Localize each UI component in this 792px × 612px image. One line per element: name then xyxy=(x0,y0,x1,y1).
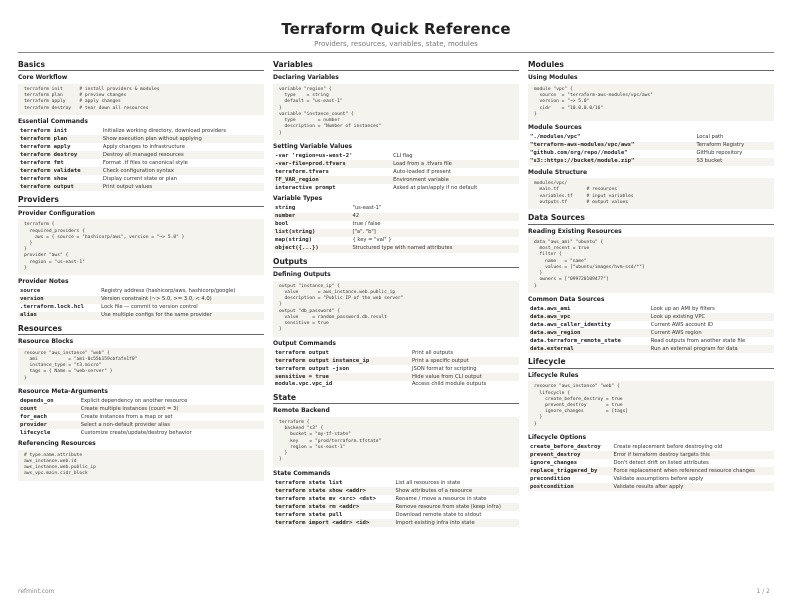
table-key: bool xyxy=(275,221,289,228)
table-row xyxy=(18,429,264,437)
table-key: terraform state mv <src> <dst> xyxy=(275,495,377,502)
reference-table xyxy=(273,349,519,389)
table-key: lifecycle xyxy=(20,429,51,436)
table-key: data.aws_region xyxy=(530,329,581,336)
table-description: Print output values xyxy=(102,183,153,190)
table-row xyxy=(528,313,774,321)
code-block: modules/vpc/ main.tf # resources variables.tf # input variables outputs.tf # output values xyxy=(528,178,774,209)
table-key: module.vpc.vpc_id xyxy=(275,381,333,388)
subsection-heading: Common Data Sources xyxy=(528,295,605,303)
table-row xyxy=(273,152,519,160)
table-row xyxy=(18,143,264,151)
table-row xyxy=(18,151,264,159)
table-row xyxy=(273,160,519,168)
column-3 xyxy=(528,56,774,493)
table-key: prevent_destroy xyxy=(530,451,581,458)
table-key: terraform output xyxy=(20,183,74,190)
table-key: "terraform-aws-modules/vpc/aws" xyxy=(530,142,635,149)
subsection-heading: Referencing Resources xyxy=(18,440,96,448)
table-row xyxy=(18,167,264,175)
table-description: Structured type with named attributes xyxy=(352,245,453,252)
subsection-heading: Lifecycle Rules xyxy=(528,371,579,379)
table-row xyxy=(273,503,519,511)
table-key: precondition xyxy=(530,475,571,482)
subsection-heading: Variable Types xyxy=(273,195,323,203)
table-description: Import existing infra into state xyxy=(395,519,475,526)
table-row xyxy=(528,337,774,345)
table-description: Apply changes to infrastructure xyxy=(102,143,185,150)
table-description: true / false xyxy=(352,221,381,228)
subsection-heading: Provider Configuration xyxy=(18,209,95,217)
code-block: output "instance_ip" { value = aws_instance.web.public_ip description = "Public IP of the web server" } output "db_password" { value = random_password.db.result sensitive = true } xyxy=(273,281,519,337)
table-key: .terraform.lock.hcl xyxy=(20,304,84,311)
table-row xyxy=(528,443,774,451)
table-key: terraform import <addr> <id> xyxy=(275,519,370,526)
table-description: Create instances from a map or set xyxy=(80,413,173,420)
table-row xyxy=(273,168,519,176)
table-description: Show attributes of a resource xyxy=(395,487,473,494)
table-row xyxy=(18,397,264,405)
table-description: ["a", "b"] xyxy=(352,229,376,236)
table-row xyxy=(18,296,264,304)
subsection-heading: Setting Variable Values xyxy=(273,142,353,150)
reference-table xyxy=(528,443,774,491)
code-block: variable "region" { type = string default = "us-east-1" } variable "instance_count" { type = number description = "Number of instances" } xyxy=(273,84,519,140)
table-row xyxy=(18,183,264,191)
section-heading: Providers xyxy=(18,194,264,206)
table-key: terraform destroy xyxy=(20,151,78,158)
table-description: Validate results after apply xyxy=(613,483,684,490)
table-description: Terraform Registry xyxy=(696,142,745,149)
section-heading: Variables xyxy=(273,59,519,71)
subsection-heading: Resource Blocks xyxy=(18,338,74,346)
table-row xyxy=(273,357,519,365)
code-block: # type.name.attribute aws_instance.web.id aws_instance.web.public_ip aws_vpc.main.cidr_block xyxy=(18,450,264,481)
table-row xyxy=(18,405,264,413)
table-key: "./modules/vpc" xyxy=(530,134,581,141)
table-description: "us-east-1" xyxy=(352,205,382,212)
section-heading: Basics xyxy=(18,59,264,71)
table-row xyxy=(273,237,519,245)
table-row xyxy=(273,495,519,503)
table-description: Check configuration syntax xyxy=(102,167,174,174)
subsection-heading: State Commands xyxy=(273,469,331,477)
table-description: Current AWS region xyxy=(650,329,702,336)
table-key: number xyxy=(275,213,296,220)
subsection-heading: Using Modules xyxy=(528,74,578,82)
table-description: Rename / move a resource in state xyxy=(395,495,487,502)
table-description: Use multiple configs for the same provider xyxy=(101,312,212,319)
table-row xyxy=(18,421,264,429)
table-description: Explicit dependency on another resource xyxy=(80,397,188,404)
section-heading: Modules xyxy=(528,59,774,71)
table-description: Lock file — commit to version control xyxy=(101,304,198,311)
code-block: terraform { required_providers { aws = { source = "hashicorp/aws", version = "~> 5.0" } } } provider "aws" { region = "us-east-1" } xyxy=(18,219,264,275)
table-description: CLI flag xyxy=(393,152,413,159)
table-description: Run an external program for data xyxy=(650,345,738,352)
footer-page-number: 1 / 2 xyxy=(756,588,770,595)
section-heading: Outputs xyxy=(273,256,519,268)
table-row xyxy=(273,245,519,253)
table-row xyxy=(273,365,519,373)
table-key: TF_VAR_region xyxy=(275,176,319,183)
code-block: resource "aws_instance" "web" { ami = "ami-0c55b159cbfafe1f0" instance_type = "t3.micro" tags = { Name = "web-server" } } xyxy=(18,348,264,385)
table-key: "github.com/org/repo//module" xyxy=(530,150,628,157)
table-key: sensitive = true xyxy=(275,373,329,380)
table-description: List all resources in state xyxy=(395,479,461,486)
reference-table xyxy=(18,127,264,191)
table-description: Look up existing VPC xyxy=(650,313,706,320)
code-block: module "vpc" { source = "terraform-aws-modules/vpc/aws" version = "~> 5.0" cidr = "10.0.0.0/16" } xyxy=(528,84,774,121)
table-row xyxy=(273,184,519,192)
table-key: terraform init xyxy=(20,127,68,134)
section-heading: Data Sources xyxy=(528,212,774,224)
table-key: terraform.tfvars xyxy=(275,168,329,175)
table-description: Create multiple instances (count = 3) xyxy=(80,405,179,412)
table-key: terraform state list xyxy=(275,479,343,486)
page-title: Terraform Quick Reference xyxy=(281,20,511,38)
table-key: terraform fmt xyxy=(20,159,64,166)
table-row xyxy=(528,345,774,353)
reference-table xyxy=(528,305,774,353)
table-key: for_each xyxy=(20,413,47,420)
subsection-heading: Essential Commands xyxy=(18,117,88,125)
table-row xyxy=(528,467,774,475)
table-row xyxy=(273,213,519,221)
table-key: terraform show xyxy=(20,175,68,182)
table-description: GitHub repository xyxy=(696,150,743,157)
table-description: Error if terraform destroy targets this xyxy=(613,451,710,458)
table-row xyxy=(273,381,519,389)
table-row xyxy=(273,176,519,184)
table-row xyxy=(273,221,519,229)
table-row xyxy=(18,413,264,421)
table-key: data.aws_ami xyxy=(530,305,571,312)
subsection-heading: Output Commands xyxy=(273,339,336,347)
table-key: list(string) xyxy=(275,229,316,236)
reference-table xyxy=(528,134,774,166)
table-row xyxy=(528,305,774,313)
table-row xyxy=(273,519,519,527)
table-row xyxy=(18,288,264,296)
table-key: interactive prompt xyxy=(275,184,336,191)
table-key: postcondition xyxy=(530,483,574,490)
table-key: version xyxy=(20,296,44,303)
subsection-heading: Lifecycle Options xyxy=(528,433,587,441)
table-description: Initialize working directory, download providers xyxy=(102,127,227,134)
table-description: { key = "val" } xyxy=(352,237,392,244)
table-description: Don't detect drift on listed attributes xyxy=(613,459,709,466)
table-row xyxy=(273,479,519,487)
table-description: Validate assumptions before apply xyxy=(613,475,704,482)
table-row xyxy=(273,229,519,237)
table-key: ignore_changes xyxy=(530,459,578,466)
table-key: map(string) xyxy=(275,237,313,244)
table-description: Print all outputs xyxy=(411,349,454,356)
table-key: provider xyxy=(20,421,47,428)
table-key: terraform apply xyxy=(20,143,71,150)
table-key: count xyxy=(20,405,37,412)
table-description: Download remote state to stdout xyxy=(395,511,482,518)
table-row xyxy=(528,158,774,166)
table-row xyxy=(528,459,774,467)
table-description: Access child module outputs xyxy=(411,381,487,388)
table-key: terraform output instance_ip xyxy=(275,357,370,364)
section-heading: Lifecycle xyxy=(528,356,774,368)
table-description: Asked at plan/apply if no default xyxy=(393,184,478,191)
reference-table xyxy=(273,152,519,192)
table-key: source xyxy=(20,288,41,295)
table-row xyxy=(273,511,519,519)
table-key: terraform plan xyxy=(20,135,68,142)
table-key: data.aws_caller_identity xyxy=(530,321,611,328)
code-block: terraform init # install providers & modules terraform plan # preview changes terraform apply # apply changes terraform destroy # tear down all resources xyxy=(18,84,264,115)
table-key: terraform state show <addr> xyxy=(275,487,366,494)
table-description: S3 bucket xyxy=(696,158,723,165)
subsection-heading: Module Structure xyxy=(528,168,588,176)
reference-table xyxy=(273,205,519,253)
table-row xyxy=(18,304,264,312)
subsection-heading: Declaring Variables xyxy=(273,74,339,82)
table-description: Read outputs from another state file xyxy=(650,337,746,344)
table-description: Registry address (hashicorp/aws, hashicorp/google) xyxy=(101,288,236,295)
reference-table xyxy=(18,397,264,437)
column-1 xyxy=(18,56,264,483)
table-description: Format .tf files to canonical style xyxy=(102,159,188,166)
subsection-heading: Defining Outputs xyxy=(273,271,331,279)
table-description: Select a non-default provider alias xyxy=(80,421,170,428)
table-description: Display current state or plan xyxy=(102,175,177,182)
table-row xyxy=(528,475,774,483)
table-key: terraform output -json xyxy=(275,365,350,372)
table-row xyxy=(18,127,264,135)
page-header xyxy=(0,20,792,48)
footer-site: refmint.com xyxy=(18,588,55,595)
table-row xyxy=(273,487,519,495)
table-description: Show execution plan without applying xyxy=(102,135,202,142)
table-key: "s3::https://bucket/module.zip" xyxy=(530,158,635,165)
table-row xyxy=(528,321,774,329)
table-key: replace_triggered_by xyxy=(530,467,598,474)
table-description: Version constraint (~> 5.0, >= 3.0, < 4.0) xyxy=(101,296,212,303)
table-key: data.external xyxy=(530,345,574,352)
subsection-heading: Core Workflow xyxy=(18,74,68,82)
table-key: object({...}) xyxy=(275,245,319,252)
table-key: terraform validate xyxy=(20,167,81,174)
subsection-heading: Module Sources xyxy=(528,124,582,132)
table-description: Customize create/update/destroy behavior xyxy=(80,429,192,436)
table-row xyxy=(18,175,264,183)
section-heading: Resources xyxy=(18,323,264,335)
table-row xyxy=(18,135,264,143)
table-key: -var-file=prod.tfvars xyxy=(275,160,346,167)
subsection-heading: Remote Backend xyxy=(273,407,330,415)
table-row xyxy=(528,134,774,142)
reference-table xyxy=(18,288,264,320)
table-key: terraform state rm <addr> xyxy=(275,503,360,510)
table-row xyxy=(273,205,519,213)
table-row xyxy=(273,373,519,381)
table-key: alias xyxy=(20,312,37,319)
table-description: 42 xyxy=(352,213,360,220)
table-row xyxy=(528,142,774,150)
table-row xyxy=(273,349,519,357)
subsection-heading: Provider Notes xyxy=(18,278,69,286)
table-key: create_before_destroy xyxy=(530,443,601,450)
header-divider xyxy=(18,52,774,53)
table-key: -var 'region=us-west-2' xyxy=(275,152,353,159)
code-block: data "aws_ami" "ubuntu" { most_recent = true filter { name = "name" values = ["ubuntu/images/hvm-ssd/*"] } owners = ["099720109477"] } xyxy=(528,237,774,293)
table-row xyxy=(528,150,774,158)
subsection-heading: Resource Meta-Arguments xyxy=(18,387,108,395)
table-description: Look up an AMI by filters xyxy=(650,305,715,312)
page-subtitle: Providers, resources, variables, state, modules xyxy=(314,40,478,48)
reference-table xyxy=(273,479,519,527)
table-key: terraform output xyxy=(275,349,329,356)
code-block: resource "aws_instance" "web" { lifecycle { create_before_destroy = true prevent_destroy = true ignore_changes = [tags] } } xyxy=(528,381,774,431)
table-key: string xyxy=(275,205,296,212)
table-description: Print a specific output xyxy=(411,357,469,364)
table-description: Remove resource from state (keep infra) xyxy=(395,503,501,510)
table-description: Environment variable xyxy=(393,176,449,183)
table-key: terraform state pull xyxy=(275,511,343,518)
table-key: depends_on xyxy=(20,397,54,404)
section-heading: State xyxy=(273,392,519,404)
table-row xyxy=(528,329,774,337)
table-key: data.aws_vpc xyxy=(530,313,571,320)
table-description: Destroy all managed resources xyxy=(102,151,184,158)
table-description: JSON format for scripting xyxy=(411,365,477,372)
table-key: data.terraform_remote_state xyxy=(530,337,621,344)
table-row xyxy=(528,451,774,459)
table-description: Force replacement when referenced resource changes xyxy=(613,467,755,474)
table-description: Auto-loaded if present xyxy=(393,168,451,175)
table-description: Hide value from CLI output xyxy=(411,373,482,380)
code-block: terraform { backend "s3" { bucket = "my-tf-state" key = "prod/terraform.tfstate" region = "us-east-1" } } xyxy=(273,417,519,467)
table-row xyxy=(18,159,264,167)
table-description: Create replacement before destroying old xyxy=(613,443,723,450)
subsection-heading: Reading Existing Resources xyxy=(528,227,622,235)
table-description: Local path xyxy=(696,134,724,141)
column-2 xyxy=(273,56,519,529)
table-description: Load from a .tfvars file xyxy=(393,160,452,167)
table-row xyxy=(528,483,774,491)
table-description: Current AWS account ID xyxy=(650,321,714,328)
table-row xyxy=(18,312,264,320)
